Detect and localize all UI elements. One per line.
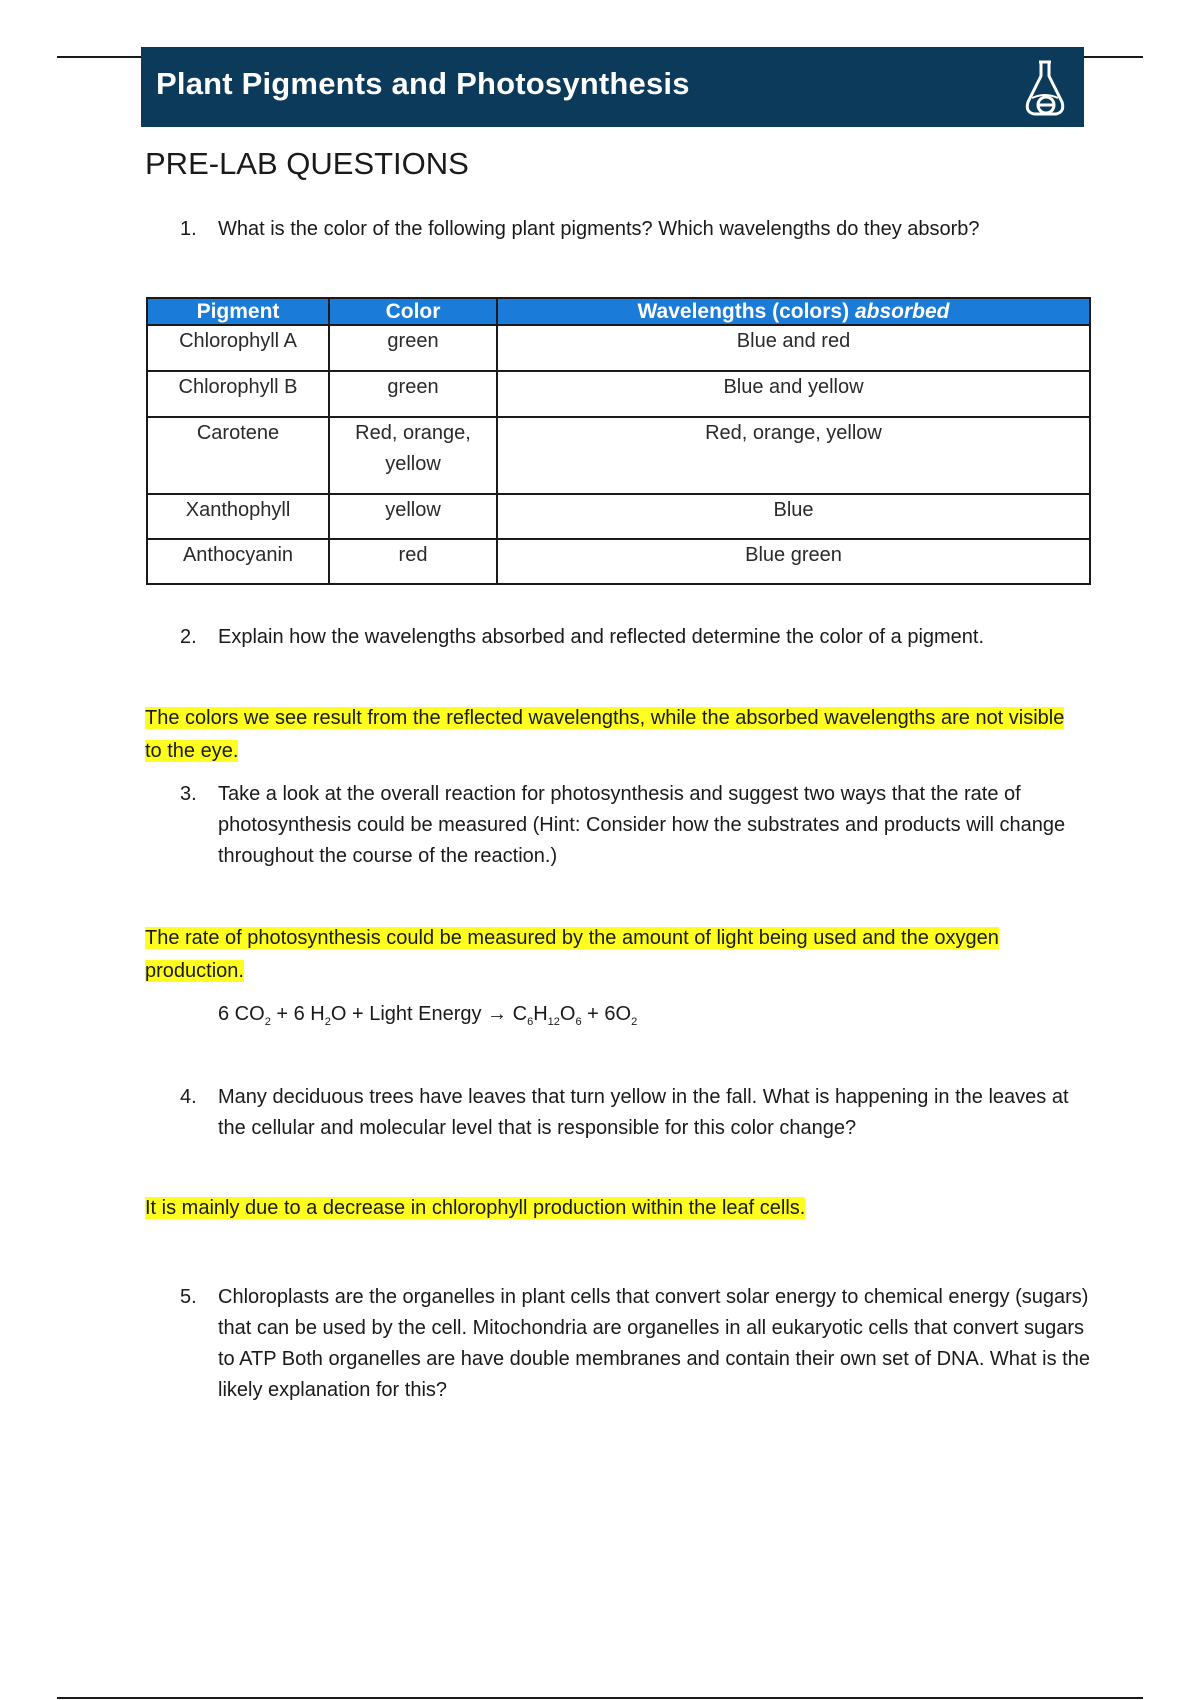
absorbed-cell: Blue green	[497, 539, 1090, 584]
top-rule-right	[1084, 56, 1143, 58]
question-2	[180, 622, 1090, 653]
section-heading: PRE-LAB QUESTIONS	[145, 146, 469, 181]
pigment-cell: Chlorophyll A	[147, 325, 329, 371]
flask-logo-icon	[1020, 56, 1070, 120]
question-number: 2.	[180, 626, 197, 648]
question-1	[180, 214, 1090, 245]
header-wavelengths: Wavelengths (colors) absorbed	[497, 298, 1090, 325]
document-title: Plant Pigments and Photosynthesis	[156, 66, 690, 101]
top-rule-left	[57, 56, 141, 58]
photosynthesis-equation: 6 $CO_2 + 6$ $H_2O$ + Light Energy → $C_6H_{12}O_6 + 6O_2$	[218, 1003, 638, 1028]
answer-4	[145, 1192, 1085, 1225]
header-pigment: Pigment	[147, 298, 329, 325]
absorbed-cell: Red, orange, yellow	[497, 417, 1090, 494]
highlighted-answer: It is mainly due to a decrease in chlorophyll production within the leaf cells.	[145, 1197, 806, 1219]
pigment-cell: Carotene	[147, 417, 329, 494]
question-4	[180, 1082, 1090, 1144]
question-number: 3.	[180, 783, 197, 805]
pigment-cell: Anthocyanin	[147, 539, 329, 584]
highlighted-answer: The rate of photosynthesis could be measured by the amount of light being used and the oxygen production.	[145, 927, 999, 982]
question-text: What is the color of the following plant pigments? Which wavelengths do they absorb?	[218, 218, 980, 240]
question-5	[180, 1282, 1090, 1406]
table-row	[147, 494, 1090, 539]
absorbed-cell: Blue and yellow	[497, 371, 1090, 417]
bottom-rule	[57, 1697, 1143, 1699]
question-text: Explain how the wavelengths absorbed and reflected determine the color of a pigment.	[218, 626, 985, 648]
absorbed-cell: Blue and red	[497, 325, 1090, 371]
pigment-cell: Xanthophyll	[147, 494, 329, 539]
table-row	[147, 417, 1090, 494]
question-3	[180, 779, 1090, 872]
table-row	[147, 539, 1090, 584]
answer-3	[145, 922, 1085, 988]
question-number: 5.	[180, 1286, 197, 1308]
color-cell: Red, orange, yellow	[329, 417, 497, 494]
absorbed-cell: Blue	[497, 494, 1090, 539]
question-text: Take a look at the overall reaction for photosynthesis and suggest two ways that the rate of photosynthesis could be measured (Hint: Consider how the substrates and products will change throughout the course of the reaction.)	[218, 783, 1066, 867]
title-banner	[141, 47, 1084, 127]
color-cell: red	[329, 539, 497, 584]
table-row	[147, 325, 1090, 371]
table-row	[147, 371, 1090, 417]
question-text: Many deciduous trees have leaves that turn yellow in the fall. What is happening in the leaves at the cellular and molecular level that is responsible for this color change?	[218, 1086, 1069, 1139]
header-color: Color	[329, 298, 497, 325]
pigment-cell: Chlorophyll B	[147, 371, 329, 417]
answer-2	[145, 702, 1085, 768]
highlighted-answer: The colors we see result from the reflected wavelengths, while the absorbed wavelengths are not visible to the eye.	[145, 707, 1065, 762]
color-cell: green	[329, 371, 497, 417]
question-number: 1.	[180, 218, 197, 240]
question-number: 4.	[180, 1086, 197, 1108]
color-cell: yellow	[329, 494, 497, 539]
table-header-row	[147, 298, 1090, 325]
pigment-table	[146, 297, 1091, 585]
question-text: Chloroplasts are the organelles in plant cells that convert solar energy to chemical energy (sugars) that can be used by the cell. Mitochondria are organelles in all eukaryotic cells that convert sugars to ATP Both organelles are have double membranes and contain their own set of DNA. What is the likely explanation for this?	[218, 1286, 1090, 1401]
color-cell: green	[329, 325, 497, 371]
